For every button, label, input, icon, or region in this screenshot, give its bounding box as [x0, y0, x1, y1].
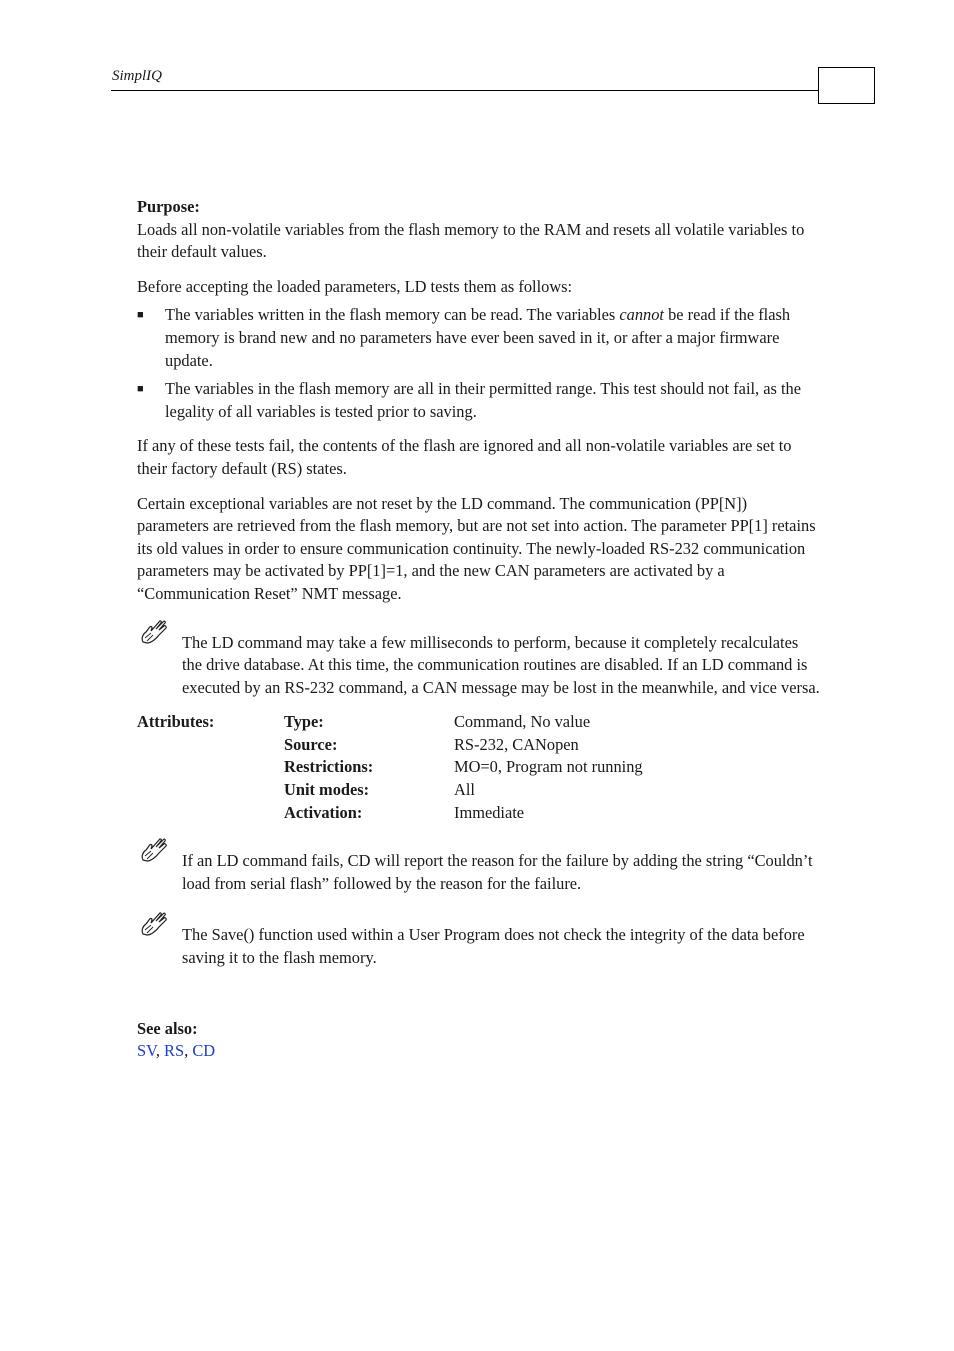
attr-key: Restrictions: — [284, 757, 374, 777]
header-title: SimplIQ — [112, 68, 162, 84]
main-content — [137, 196, 822, 1063]
attr-key: Source: — [284, 734, 338, 754]
attr-value: Immediate — [454, 802, 525, 822]
bullet-icon: ■ — [137, 309, 144, 322]
attributes-table — [137, 711, 643, 824]
attr-key: Type: — [284, 712, 324, 732]
note-2-text: If an LD command fails, CD will report the reason for the failure by adding the string “Couldn’t load from serial flash” followed by the reason for the failure. — [182, 851, 813, 893]
list-item — [137, 378, 822, 423]
attr-value: MO=0, Program not running — [454, 757, 643, 777]
link-separator: , — [184, 1041, 193, 1061]
bullet-1-text-post: be read if the flash memory is brand new and no parameters have ever been saved in it, or after a major firmware update. — [165, 305, 791, 370]
bullet-2-text: The variables in the flash memory are all in their permitted range. This test should not fail, as the legality of all variables is tested prior to saving. — [165, 379, 802, 421]
bullet-1-emphasis: cannot — [619, 305, 664, 325]
attr-key: Activation: — [284, 802, 363, 822]
note-hand-icon — [139, 616, 169, 646]
exceptions-paragraph: Certain exceptional variables are not reset by the LD command. The communication (PP[N]) parameters are retrieved from the flash memory, but are not set into action. The parameter PP[1] retains its old values in order to ensure communication continuity. The newly-loaded RS-232 communication parameters may be activated by PP[1]=1, and the new CAN parameters are activated by a “Communication Reset” NMT message. — [137, 493, 816, 603]
table-row — [137, 734, 643, 757]
note-hand-icon — [139, 908, 169, 938]
table-row — [137, 756, 643, 779]
link-rs[interactable]: RS — [164, 1041, 185, 1061]
note-3 — [137, 924, 822, 969]
note-1-text: The LD command may take a few milliseconds to perform, because it completely recalculates the drive database. At this time, the communication routines are disabled. If an LD command is executed by an RS-232 command, a CAN message may be lost in the meanwhile, and vice versa. — [182, 632, 820, 697]
header-rule — [111, 90, 819, 91]
attr-value: Command, No value — [454, 712, 591, 732]
attr-value: All — [454, 780, 475, 800]
see-also-links — [137, 1040, 822, 1063]
fail-paragraph: If any of these tests fail, the contents of the flash are ignored and all non-volatile variables are set to their factory default (RS) states. — [137, 436, 792, 478]
note-2 — [137, 850, 822, 895]
table-row — [137, 779, 643, 802]
list-item — [137, 304, 822, 372]
note-hand-icon — [139, 834, 169, 864]
link-separator: , — [155, 1041, 165, 1061]
link-sv[interactable]: SV — [137, 1041, 156, 1061]
bullet-icon: ■ — [137, 383, 144, 396]
see-also-heading: See also: — [137, 1018, 198, 1038]
tests-list — [137, 304, 822, 423]
note-1 — [137, 632, 822, 700]
link-cd[interactable]: CD — [192, 1041, 216, 1061]
attr-value: RS-232, CANopen — [454, 734, 579, 754]
purpose-intro: Loads all non-volatile variables from the flash memory to the RAM and resets all volatile variables to their default values. — [137, 219, 805, 262]
attr-key: Unit modes: — [284, 780, 370, 800]
tests-intro: Before accepting the loaded parameters, LD tests them as follows: — [137, 276, 573, 296]
table-row — [137, 802, 643, 825]
purpose-heading: Purpose: — [137, 197, 200, 216]
page-number-box — [818, 67, 875, 104]
table-row — [137, 711, 643, 734]
attributes-label: Attributes: — [137, 712, 215, 732]
note-3-text: The Save() function used within a User Program does not check the integrity of the data before saving it to the flash memory. — [182, 925, 805, 968]
bullet-1-text-pre: The variables written in the flash memory can be read. The variables — [165, 305, 620, 325]
